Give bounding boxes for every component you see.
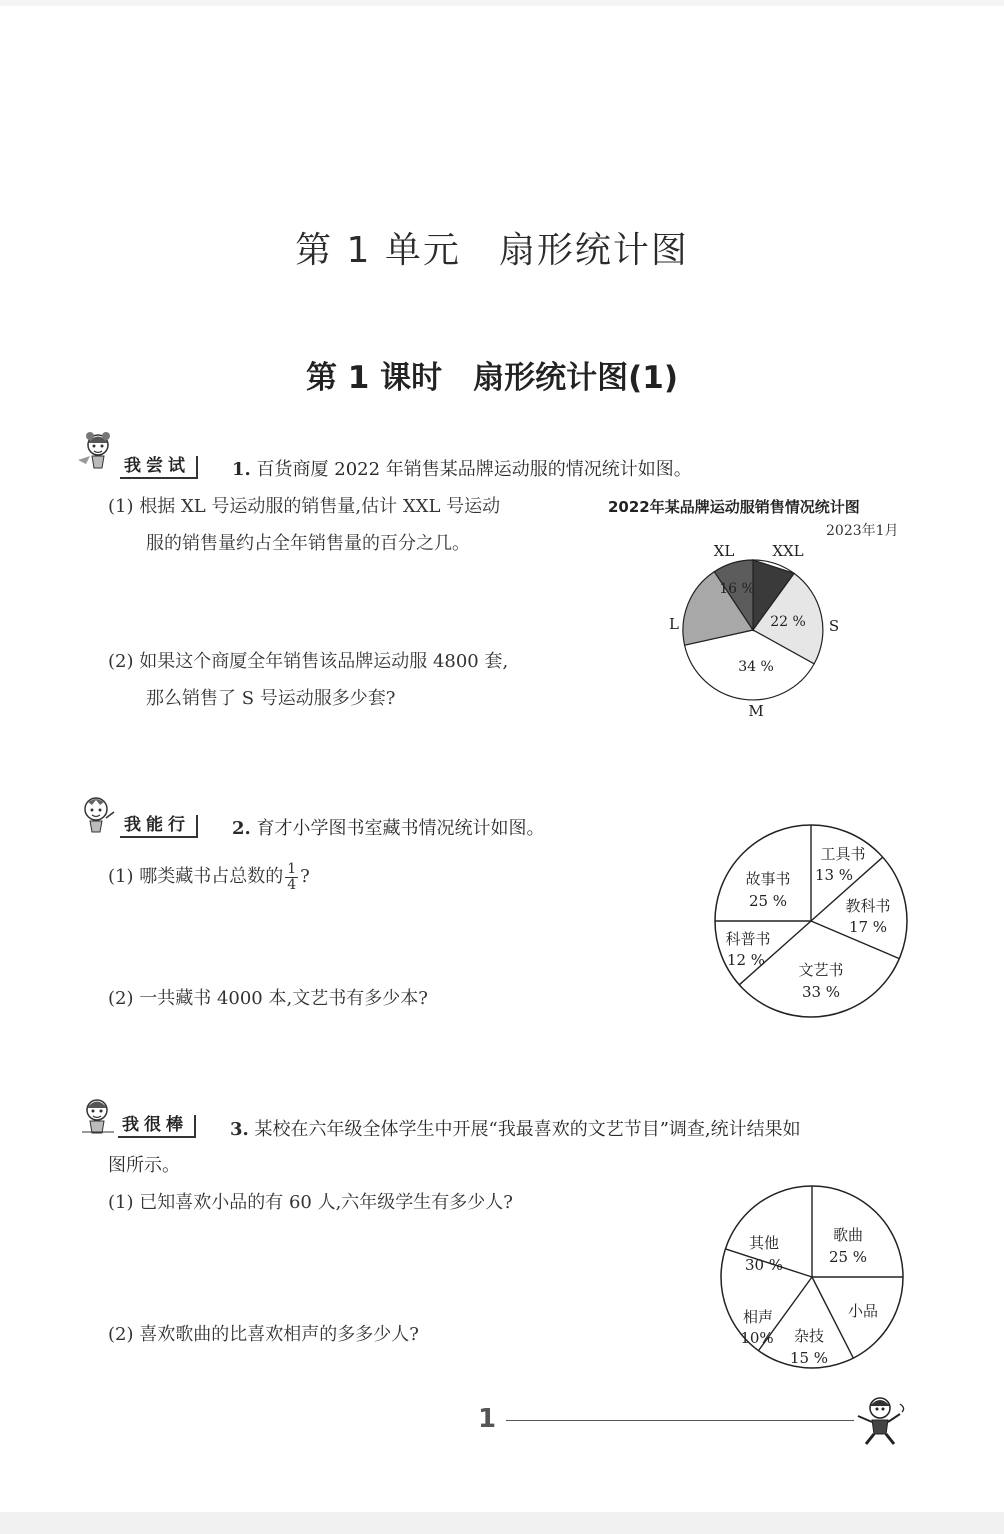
question-1-sub-2 xyxy=(108,643,598,717)
label-s: S xyxy=(828,617,840,635)
question-1-sub-1 xyxy=(108,488,598,562)
lesson-title: 第 1 课时 扇形统计图(1) xyxy=(305,360,679,396)
running-kid-icon xyxy=(852,1394,910,1446)
footer-line xyxy=(506,1420,854,1421)
badge-great: 我很棒 xyxy=(118,1115,196,1138)
slice-acrobatics-value: 15 % xyxy=(789,1349,829,1367)
question-3-sub-2: (2) 喜欢歌曲的比喜欢相声的多多少人? xyxy=(108,1324,419,1345)
cartoon-girl-icon xyxy=(76,430,118,470)
slice-science-label: 科普书 xyxy=(725,930,771,948)
question-2-sub-2: (2) 一共藏书 4000 本,文艺书有多少本? xyxy=(108,988,428,1009)
question-1-sub-1-line2: 服的销售量约占全年销售量的百分之几。 xyxy=(146,533,470,554)
label-l: L xyxy=(669,615,679,633)
chart-2-pie xyxy=(706,820,916,1024)
slice-literature-value: 33 % xyxy=(801,983,841,1001)
question-1 xyxy=(232,452,692,488)
slice-s-value: 22 % xyxy=(770,614,806,630)
unit-title: 第 1 单元 扇形统计图 xyxy=(295,230,689,271)
question-1-sub-1-line1: (1) 根据 XL 号运动服的销售量,估计 XXL 号运动 xyxy=(108,496,501,517)
slice-acrobatics-label: 杂技 xyxy=(793,1327,825,1345)
label-xl: XL xyxy=(713,542,735,560)
question-3-text-cont: 图所示。 xyxy=(108,1155,180,1176)
slice-other-label: 其他 xyxy=(748,1234,780,1252)
cartoon-boy-icon xyxy=(76,794,118,834)
page-number: 1 xyxy=(478,1404,497,1434)
slice-story-label: 故事书 xyxy=(745,870,791,888)
fraction-numerator: 1 xyxy=(287,860,297,877)
chart-1-title: 2022年某品牌运动服销售情况统计图 xyxy=(608,498,860,516)
question-3-text: 某校在六年级全体学生中开展“我最喜欢的文艺节目”调查,统计结果如 xyxy=(254,1119,801,1140)
slice-song-value: 25 % xyxy=(828,1248,868,1266)
question-3-number: 3. xyxy=(230,1119,249,1140)
slice-crosstalk-value: 10% xyxy=(740,1329,774,1347)
slice-literature-label: 文艺书 xyxy=(798,961,844,979)
chart-3-pie xyxy=(708,1184,918,1374)
slice-textbook-label: 教科书 xyxy=(845,897,891,915)
slice-story-value: 25 % xyxy=(748,892,788,910)
chart-1-date: 2023年1月 xyxy=(826,523,899,539)
badge-can-do: 我能行 xyxy=(120,815,198,838)
slice-textbook-value: 17 % xyxy=(848,918,888,936)
question-3 xyxy=(230,1112,920,1148)
question-2-sub-1-end: ? xyxy=(300,866,310,887)
question-2 xyxy=(232,811,545,847)
question-1-sub-2-line2: 那么销售了 S 号运动服多少套? xyxy=(146,688,396,709)
page-top-edge xyxy=(0,0,1004,6)
question-1-text: 百货商厦 2022 年销售某品牌运动服的情况统计如图。 xyxy=(256,459,692,480)
badge-try: 我尝试 xyxy=(120,456,198,479)
slice-skit-label: 小品 xyxy=(847,1302,879,1320)
cartoon-child-icon xyxy=(76,1096,118,1136)
label-m: M xyxy=(748,702,764,720)
question-3-sub-1: (1) 已知喜欢小品的有 60 人,六年级学生有多少人? xyxy=(108,1192,513,1213)
slice-other-value: 30 % xyxy=(744,1256,784,1274)
chart-1-pie xyxy=(640,530,860,730)
slice-science-value: 12 % xyxy=(726,951,766,969)
question-1-sub-2-line1: (2) 如果这个商厦全年销售该品牌运动服 4800 套, xyxy=(108,651,509,672)
slice-m-value: 34 % xyxy=(738,659,774,675)
slice-song-label: 歌曲 xyxy=(832,1226,864,1244)
slice-xl-value: 16 % xyxy=(719,581,755,597)
question-2-text: 育才小学图书室藏书情况统计如图。 xyxy=(256,818,545,839)
fraction-denominator: 4 xyxy=(287,876,297,893)
slice-tools-label: 工具书 xyxy=(820,845,866,863)
slice-crosstalk-label: 相声 xyxy=(742,1308,774,1326)
question-2-sub-1-text: (1) 哪类藏书占总数的 xyxy=(108,866,284,887)
question-2-sub-1 xyxy=(108,858,310,895)
question-1-number: 1. xyxy=(232,459,251,480)
label-xxl: XXL xyxy=(772,542,804,560)
fraction-one-quarter xyxy=(285,862,298,893)
question-2-number: 2. xyxy=(232,818,251,839)
page-bottom-edge xyxy=(0,1512,1004,1534)
slice-tools-value: 13 % xyxy=(814,866,854,884)
